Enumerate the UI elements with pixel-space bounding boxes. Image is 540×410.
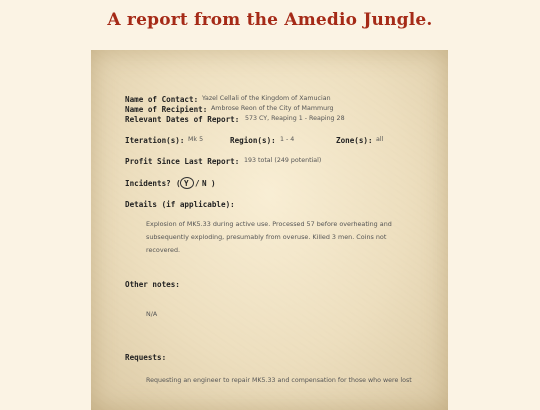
recipient-label: Name of Recipient:	[125, 105, 208, 114]
report-paper	[91, 50, 448, 410]
iteration-value: Mk 5	[188, 136, 204, 143]
details-label: Details (if applicable):	[125, 200, 235, 209]
dates-label: Relevant Dates of Report:	[125, 115, 240, 124]
incidents-slash: /	[195, 179, 200, 188]
details-text: Explosion of MK5.33 during active use. Processed 57 before overheating and subsequently exploding, presumably from overuse. Killed 3 men. Coins not recovered.	[146, 220, 392, 254]
contact-label: Name of Contact:	[125, 95, 199, 104]
incidents-label: Incidents?	[125, 179, 171, 188]
recipient-value: Ambrose Reon of the City of Mammurg	[211, 105, 334, 112]
region-value: 1 - 4	[280, 136, 295, 143]
other-notes-label: Other notes:	[125, 280, 180, 289]
profit-value: 193 total (249 potential)	[244, 157, 322, 164]
requests-text: Requesting an engineer to repair MK5.33 and compensation for those who were lost	[146, 377, 412, 384]
incidents-yes-option: Y	[184, 179, 189, 188]
incidents-no-option: N	[202, 179, 207, 188]
iteration-label: Iteration(s):	[125, 136, 185, 145]
zone-value: all	[376, 136, 384, 143]
dates-value: 573 CY, Reaping 1 - Reaping 28	[245, 115, 345, 122]
page-title: A report from the Amedio Jungle.	[107, 10, 433, 30]
requests-label: Requests:	[125, 353, 167, 362]
profit-label: Profit Since Last Report:	[125, 157, 240, 166]
incidents-open-paren: (	[176, 179, 181, 188]
other-notes-text: N/A	[146, 311, 158, 318]
region-label: Region(s):	[230, 136, 276, 145]
zone-label: Zone(s):	[336, 136, 373, 145]
incidents-close-paren: )	[211, 179, 216, 188]
contact-value: Yazel Cellali of the Kingdom of Xamucian	[202, 95, 331, 102]
